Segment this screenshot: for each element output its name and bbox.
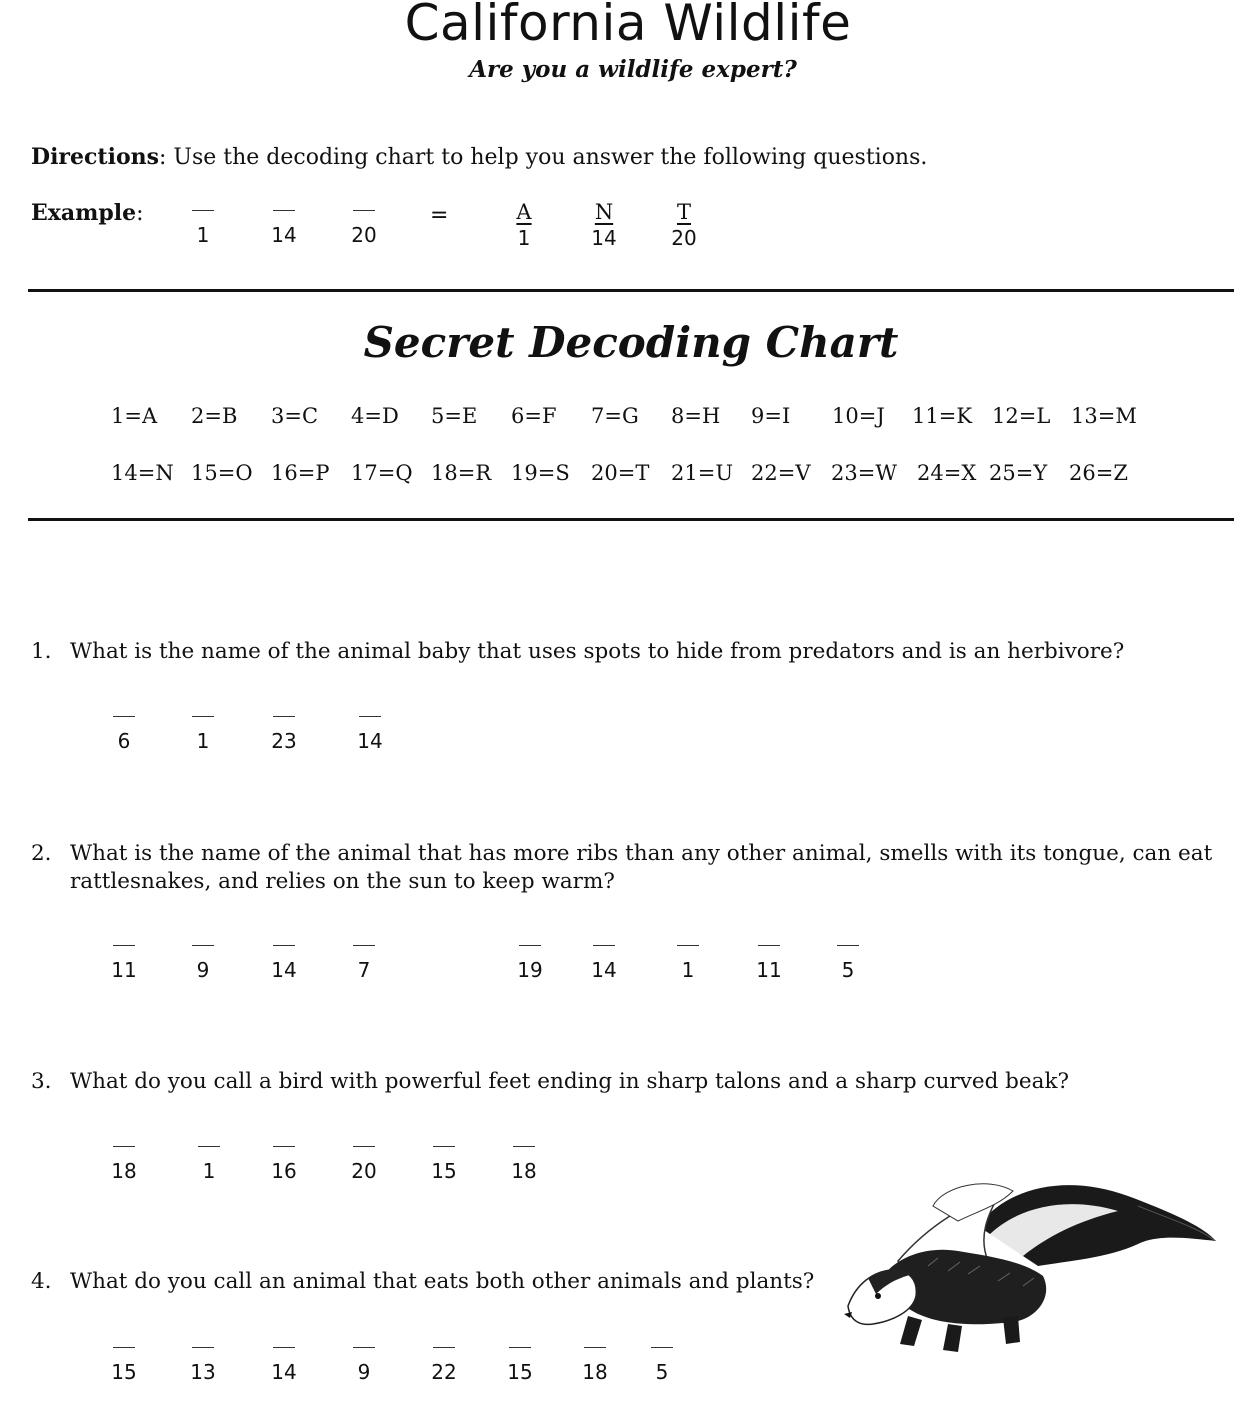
- answer-blank[interactable]: [99, 1347, 149, 1384]
- code-entry: 19=S: [511, 461, 570, 485]
- code-entry: 22=V: [751, 461, 811, 485]
- code-number: 23: [271, 729, 297, 753]
- example-answer: [579, 200, 629, 250]
- answer-blank[interactable]: [99, 945, 149, 982]
- code-number: 11: [756, 958, 782, 982]
- question-2: [31, 840, 1220, 896]
- example-colon: :: [136, 201, 144, 226]
- code-number: 5: [655, 1360, 669, 1384]
- code-number: 1: [681, 958, 695, 982]
- example-label: [31, 200, 144, 226]
- code-number: 14: [271, 958, 297, 982]
- chart-title: Secret Decoding Chart: [363, 318, 899, 367]
- code-entry: 26=Z: [1069, 461, 1128, 485]
- code-entry: 11=K: [912, 404, 973, 428]
- code-entry: 6=F: [511, 404, 557, 428]
- code-number: 1: [196, 729, 210, 753]
- code-number: 14: [271, 1360, 297, 1384]
- code-number: 18: [511, 1159, 537, 1183]
- code-entry: 24=X: [917, 461, 977, 485]
- divider-top: [28, 289, 1234, 292]
- code-number: 14: [591, 958, 617, 982]
- code-number: 7: [357, 958, 371, 982]
- code-number: 22: [431, 1360, 457, 1384]
- answer-blank[interactable]: [495, 1347, 545, 1384]
- code-entry: 4=D: [351, 404, 399, 428]
- answer-blank[interactable]: [99, 716, 149, 753]
- code-number: 9: [357, 1360, 371, 1384]
- question-text: What is the name of the animal baby that uses spots to hide from predators and is an herbivore?: [70, 639, 1125, 664]
- code-entry: 25=Y: [989, 461, 1048, 485]
- question-text: What is the name of the animal that has more ribs than any other animal, smells with its tongue, can eat rattlesnakes, and relies on the sun to keep warm?: [70, 841, 1213, 894]
- answer-blank[interactable]: [419, 1146, 469, 1183]
- question-number: 3.: [31, 1069, 52, 1094]
- code-number: 5: [841, 958, 855, 982]
- answer-blank[interactable]: [339, 945, 389, 982]
- example-label-text: Example: [31, 200, 137, 226]
- code-entry: 10=J: [832, 404, 885, 428]
- example-answer-letter: T: [676, 200, 691, 224]
- code-entry: 20=T: [591, 461, 650, 485]
- answer-blank[interactable]: [505, 945, 555, 982]
- directions: [31, 144, 927, 170]
- code-number: 14: [357, 729, 383, 753]
- question-number: 4.: [31, 1269, 52, 1294]
- code-number: 13: [190, 1360, 216, 1384]
- question-text: What do you call an animal that eats both other animals and plants?: [70, 1269, 815, 1294]
- code-entry: 13=M: [1071, 404, 1137, 428]
- example-answer-letter: A: [516, 200, 532, 224]
- answer-blank[interactable]: [259, 945, 309, 982]
- example-answer-code: 20: [671, 226, 697, 250]
- code-number: 15: [431, 1159, 457, 1183]
- example-answer: [659, 200, 709, 250]
- code-entry: 3=C: [271, 404, 319, 428]
- code-number: 15: [507, 1360, 533, 1384]
- answer-blank[interactable]: [823, 945, 873, 982]
- example-blank[interactable]: [259, 210, 309, 247]
- code-entry: 8=H: [671, 404, 721, 428]
- example-equals: =: [430, 203, 449, 228]
- code-number: 9: [196, 958, 210, 982]
- code-number: 11: [111, 958, 137, 982]
- code-entry: 23=W: [831, 461, 897, 485]
- code-entry: 21=U: [671, 461, 734, 485]
- answer-blank[interactable]: [178, 1347, 228, 1384]
- code-number: 6: [117, 729, 131, 753]
- question-1: [31, 638, 1220, 666]
- code-entry: 7=G: [591, 404, 639, 428]
- code-number: 1: [202, 1159, 216, 1183]
- answer-blank[interactable]: [744, 945, 794, 982]
- code-number: 15: [111, 1360, 137, 1384]
- answer-blank[interactable]: [259, 1146, 309, 1183]
- answer-blank[interactable]: [637, 1347, 687, 1384]
- code-number: 18: [111, 1159, 137, 1183]
- skunk-illustration-icon: [838, 1166, 1216, 1356]
- example-answer-code: 14: [591, 226, 617, 250]
- directions-text: : Use the decoding chart to help you answer the following questions.: [159, 145, 928, 170]
- page-subtitle: Are you a wildlife expert?: [469, 56, 797, 83]
- code-entry: 17=Q: [351, 461, 413, 485]
- answer-blank[interactable]: [499, 1146, 549, 1183]
- code-number: 19: [517, 958, 543, 982]
- answer-blank[interactable]: [178, 716, 228, 753]
- answer-blank[interactable]: [99, 1146, 149, 1183]
- code-entry: 2=B: [191, 404, 238, 428]
- code-entry: 14=N: [111, 461, 174, 485]
- page-title: California Wildlife: [404, 0, 852, 52]
- example-blank[interactable]: [339, 210, 389, 247]
- example-code: 14: [271, 223, 297, 247]
- example-answer-code: 1: [517, 226, 531, 250]
- divider-bottom: [28, 518, 1234, 521]
- answer-blank[interactable]: [178, 945, 228, 982]
- answer-blank[interactable]: [259, 1347, 309, 1384]
- directions-label: Directions: [31, 144, 159, 170]
- code-entry: 12=L: [992, 404, 1051, 428]
- code-entry: 1=A: [111, 404, 158, 428]
- question-3: [31, 1068, 1220, 1096]
- code-number: 16: [271, 1159, 297, 1183]
- example-code: 20: [351, 223, 377, 247]
- code-entry: 18=R: [431, 461, 492, 485]
- example-answer: [499, 200, 549, 250]
- example-answer-letter: N: [594, 200, 614, 224]
- answer-blank[interactable]: [184, 1146, 234, 1183]
- code-number: 18: [582, 1360, 608, 1384]
- answer-blank[interactable]: [339, 1347, 389, 1384]
- answer-blank[interactable]: [663, 945, 713, 982]
- answer-blank[interactable]: [339, 1146, 389, 1183]
- code-entry: 15=O: [191, 461, 253, 485]
- example-code: 1: [196, 223, 210, 247]
- answer-blank[interactable]: [419, 1347, 469, 1384]
- question-text: What do you call a bird with powerful feet ending in sharp talons and a sharp curved beak?: [70, 1069, 1070, 1094]
- code-entry: 16=P: [271, 461, 330, 485]
- answer-blank[interactable]: [570, 1347, 620, 1384]
- answer-blank[interactable]: [579, 945, 629, 982]
- answer-blank[interactable]: [345, 716, 395, 753]
- code-number: 20: [351, 1159, 377, 1183]
- code-entry: 9=I: [751, 404, 791, 428]
- example-blank[interactable]: [178, 210, 228, 247]
- answer-blank[interactable]: [259, 716, 309, 753]
- question-number: 2.: [31, 841, 52, 866]
- code-entry: 5=E: [431, 404, 478, 428]
- question-number: 1.: [31, 639, 52, 664]
